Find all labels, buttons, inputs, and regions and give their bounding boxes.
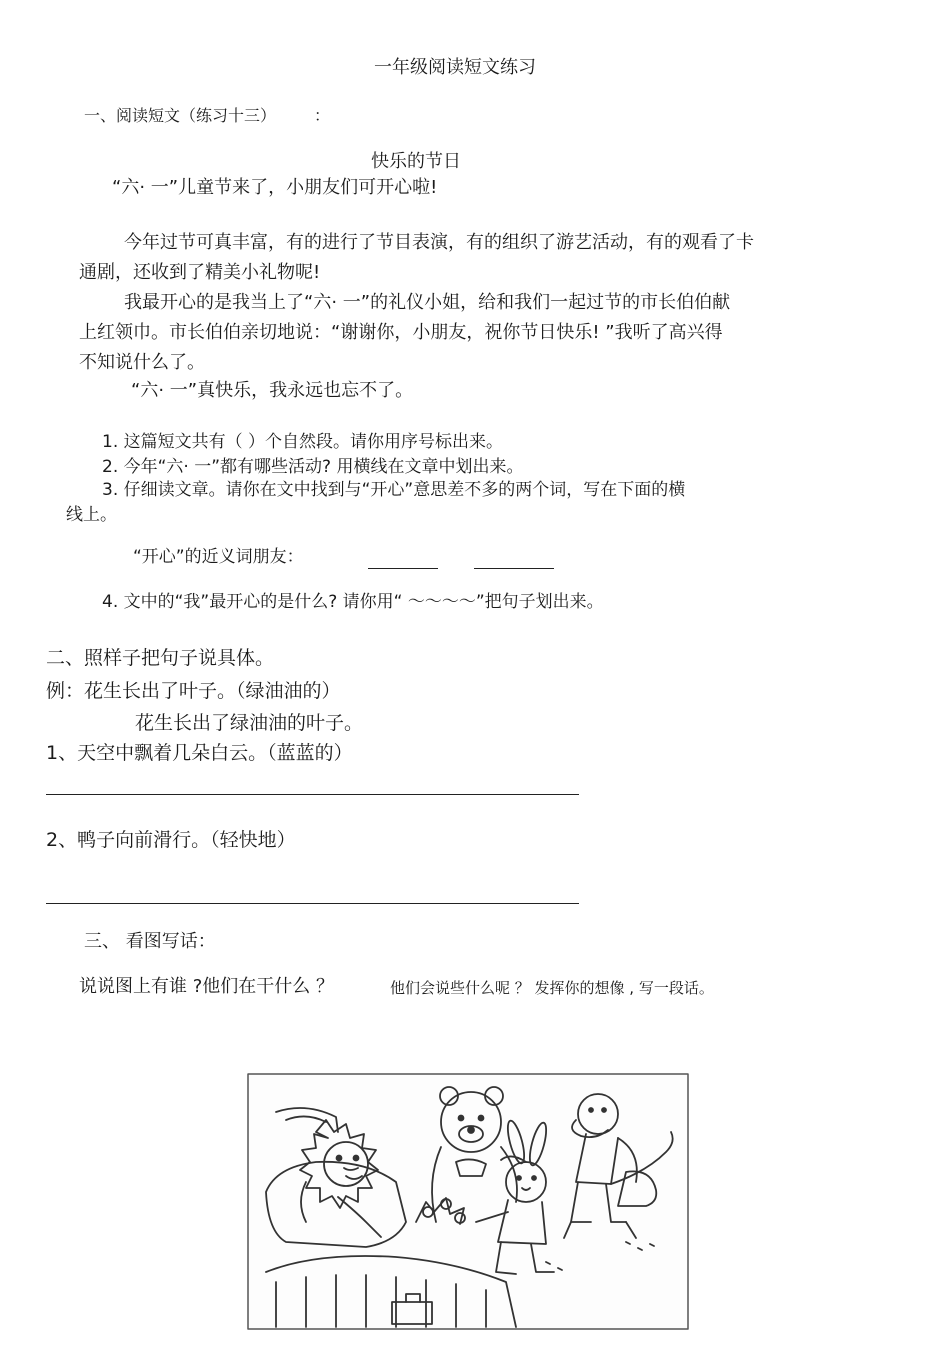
doc-title: 一年级阅读短文练习 — [374, 57, 536, 78]
synonym-answer-line-1[interactable] — [368, 568, 438, 569]
section1-heading-colon: ： — [314, 106, 331, 125]
section3-prompt-part-2: 他们会说些什么呢 ？ 发挥你的想像 , 写一段话。 — [390, 979, 714, 997]
answer-line-item-1[interactable] — [46, 794, 579, 795]
illustration-lion-visitors — [246, 1072, 690, 1331]
question-1: 1. 这篇短文共有（ ）个自然段。请你用序号标出来。 — [102, 432, 504, 452]
story-paragraph-3-line-3: 不知说什么了。 — [79, 352, 205, 373]
question-4: 4. 文中的“我”最开心的是什么? 请你用“ ～～～～”把句子划出来。 — [102, 592, 604, 612]
section2-item-2: 2、鸭子向前滑行。（轻快地） — [46, 829, 296, 851]
question-3-line-1: 3. 仔细读文章。请你在文中找到与“开心”意思差不多的两个词，写在下面的横 — [102, 480, 686, 500]
section2-example: 例：花生长出了叶子。（绿油油的） — [46, 680, 341, 702]
answer-line-item-2[interactable] — [46, 903, 579, 904]
section3-prompt-part-1: 说说图上有谁 ?他们在干什么 ？ — [79, 976, 334, 997]
synonym-prompt: “开心”的近义词朋友： — [133, 547, 304, 567]
story-title: 快乐的节日 — [371, 151, 461, 172]
section2-heading: 二、照样子把句子说具体。 — [46, 647, 275, 669]
story-paragraph-4: “六· 一”真快乐，我永远也忘不了。 — [131, 380, 414, 401]
story-paragraph-3-line-2: 上红领巾。市长伯伯亲切地说：“谢谢你，小朋友，祝你节日快乐! ”我听了高兴得 — [79, 322, 723, 343]
story-paragraph-2-line-1: 今年过节可真丰富，有的进行了节目表演，有的组织了游艺活动，有的观看了卡 — [124, 232, 754, 253]
section3-heading: 三、 看图写话： — [84, 931, 216, 952]
question-2: 2. 今年“六· 一”都有哪些活动? 用横线在文章中划出来。 — [102, 457, 524, 477]
section2-item-1: 1、天空中飘着几朵白云。（蓝蓝的） — [46, 742, 353, 764]
story-paragraph-1: “六· 一”儿童节来了，小朋友们可开心啦! — [112, 177, 438, 198]
section2-example-answer: 花生长出了绿油油的叶子。 — [135, 712, 364, 734]
synonym-answer-line-2[interactable] — [474, 568, 554, 569]
section1-heading: 一、阅读短文（练习十三） — [84, 106, 277, 125]
story-paragraph-3-line-1: 我最开心的是我当上了“六· 一”的礼仪小姐，给和我们一起过节的市长伯伯献 — [124, 292, 731, 313]
story-paragraph-2-line-2: 通剧，还收到了精美小礼物呢! — [79, 262, 321, 283]
question-3-line-2: 线上。 — [66, 505, 117, 525]
